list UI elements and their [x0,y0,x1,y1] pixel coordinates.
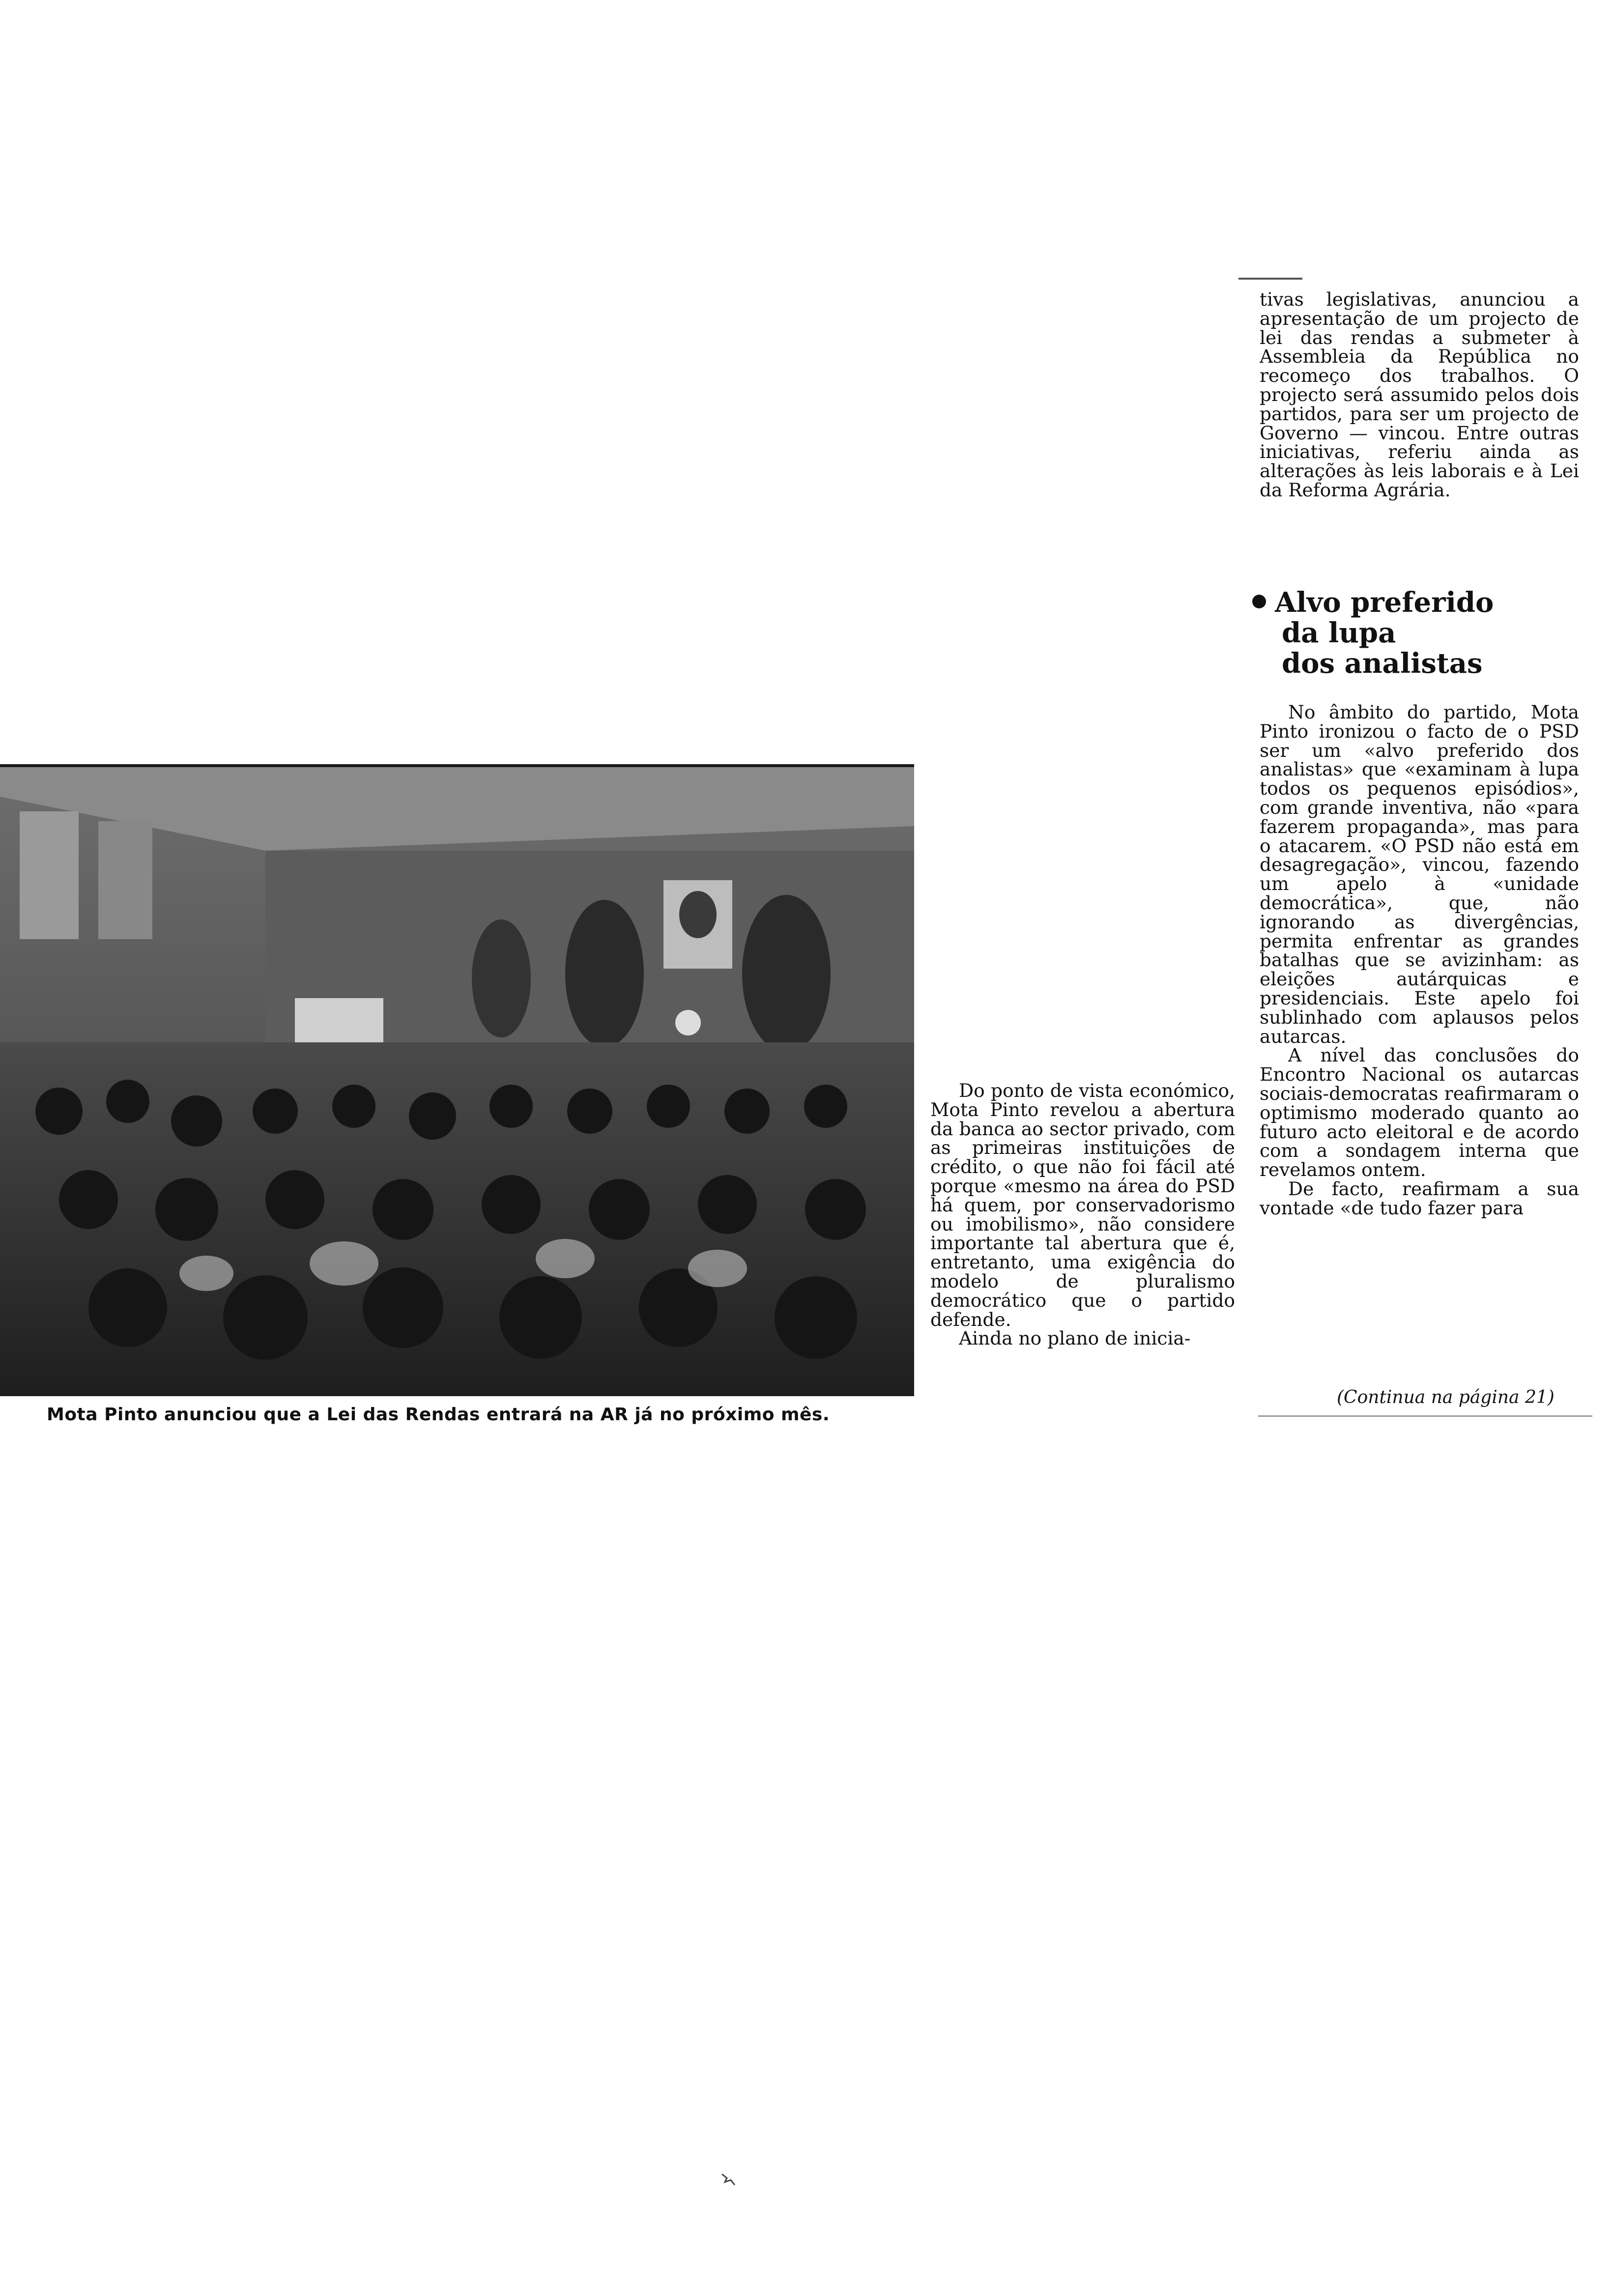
top-rule [1238,278,1302,280]
right-column-bottom [1260,703,1579,1218]
paragraph: Do ponto de vista económico, Mota Pinto revelou a abertura da banca ao sector privado, com as primeiras instituições de crédito, o que não foi fácil até porque «mesmo na área do PSD há quem, por conservadorismo ou imobilismo», não considere importante tal abertura que é, entretanto, uma exigência do modelo de pluralismo democrático que o partido defende. [930,1080,1235,1330]
middle-column [930,1081,1235,1348]
paragraph: Ainda no plano de inicia- [959,1327,1191,1349]
section-subhead [1252,587,1586,679]
paragraph: No âmbito do partido, Mota Pinto ironizou o facto de o PSD ser um «alvo preferido dos analistas» que «examinam à lupa todos os pequenos episódios», com grande inventiva, não «para fazerem propaganda», mas para o atacarem. «O PSD não está em desagregação», vincou, fazendo um apelo à «unidade democrática», que, não ignorando as divergências, permita enfrentar as grandes batalhas que se avizinham: as eleições autárquicas e presidenciais. Este apelo foi sublinhado com aplausos pelos autarcas. [1260,701,1579,1047]
photo-icon [0,767,914,1396]
meeting-photo [0,764,914,1396]
subhead-line-1: Alvo preferido [1275,586,1494,619]
photo-caption: Mota Pinto anunciou que a Lei das Rendas entrará na AR já no próximo mês. [47,1405,830,1425]
subhead-line-2: da lupa [1282,617,1396,649]
scan-speck-icon [720,2172,740,2187]
continued-note: (Continua na página 21) [1337,1387,1554,1407]
right-column-top [1260,290,1579,500]
bottom-rule [1258,1415,1592,1417]
paragraph: tivas legislativas, anunciou a apresentação de um projecto de lei das rendas a submeter à Assembleia da República no recomeço dos trabalhos. O projecto será assumido pelos dois partidos, para ser um projecto de Governo — vincou. Entre outras iniciativas, referiu ainda as alterações às leis laborais e à Lei da Reforma Agrária. [1260,288,1579,501]
bullet-icon [1252,595,1266,608]
subhead-line-3: dos analistas [1282,647,1483,680]
paragraph: A nível das conclusões do Encontro Nacional os autarcas sociais-democratas reafirmaram o optimismo moderado quanto ao futuro acto eleitoral e de acordo com a sondagem interna que revelamos ontem. [1260,1044,1579,1181]
paragraph: De facto, reafirmam a sua vontade «de tudo fazer para [1260,1177,1579,1219]
